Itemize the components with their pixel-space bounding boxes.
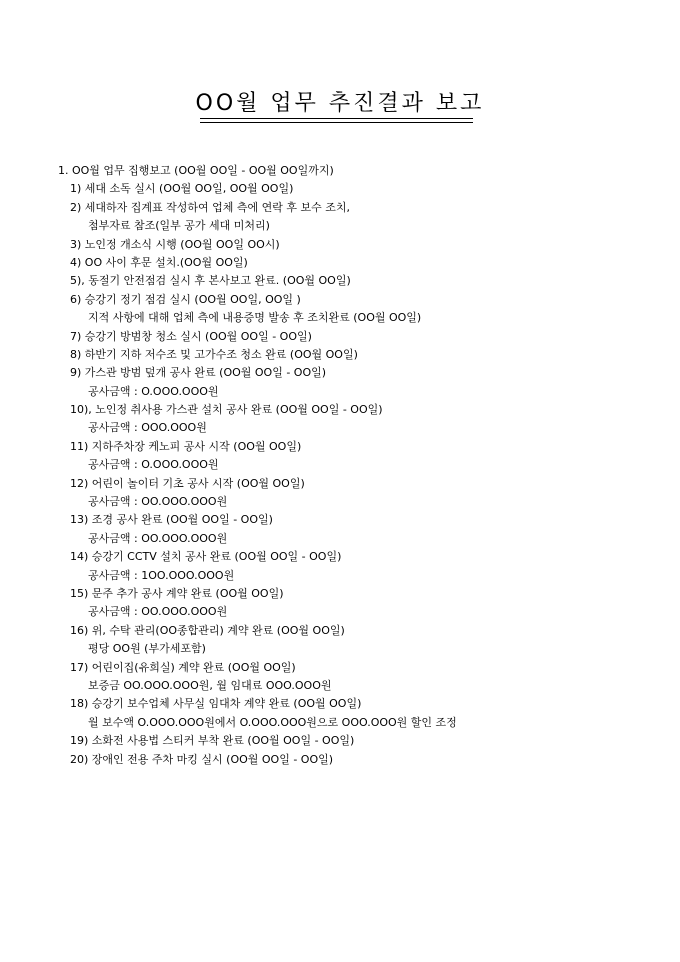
report-item: 7) 승강기 방범창 청소 실시 (OO월 OO일 - OO일) — [70, 329, 312, 343]
report-item: 9) 가스관 방범 덮개 공사 완료 (OO월 OO일 - OO일) — [70, 366, 327, 380]
report-item: 20) 장애인 전용 주차 마킹 실시 (OO월 OO일 - OO일) — [70, 752, 334, 766]
report-item: 14) 승강기 CCTV 설치 공사 완료 (OO월 OO일 - OO일) — [70, 550, 342, 564]
report-item-detail: 보증금 OO.OOO.OOO원, 월 임대료 OOO.OOO원 — [88, 678, 332, 692]
report-item: 15) 문주 추가 공사 계약 완료 (OO월 OO일) — [70, 586, 284, 600]
report-item-detail: 공사금액 : OO.OOO.OOO원 — [88, 531, 228, 545]
report-item: 6) 승강기 정기 점검 실시 (OO월 OO일, OO일 ) — [70, 292, 301, 306]
report-item: 2) 세대하자 집계표 작성하여 업체 측에 연락 후 보수 조치, — [70, 200, 351, 214]
report-item-detail: 공사금액 : O.OOO.OOO원 — [88, 384, 219, 398]
report-item: 17) 어린이집(유희실) 계약 완료 (OO월 OO일) — [70, 660, 296, 674]
report-item: 12) 어린이 놀이터 기초 공사 시작 (OO월 OO일) — [70, 476, 305, 490]
document-title: OO월 업무 추진결과 보고 — [195, 91, 485, 116]
report-body — [58, 162, 658, 769]
report-item: 4) OO 사이 후문 설치.(OO월 OO일) — [70, 255, 248, 269]
report-item-detail: 공사금액 : 1OO.OOO.OOO원 — [88, 568, 235, 582]
report-item: 3) 노인정 개소식 시행 (OO월 OO일 OO시) — [70, 237, 280, 251]
report-item: 18) 승강기 보수업체 사무실 임대차 계약 완료 (OO월 OO일) — [70, 697, 362, 711]
report-item: 5), 동절기 안전점검 실시 후 본사보고 완료. (OO월 OO일) — [70, 274, 351, 288]
report-item-detail: 지적 사항에 대해 업체 측에 내용증명 발송 후 조치완료 (OO월 OO일) — [88, 311, 422, 325]
report-item-detail: 공사금액 : O.OOO.OOO원 — [88, 458, 219, 472]
report-item: 16) 위, 수탁 관리(OO종합관리) 계약 완료 (OO월 OO일) — [70, 623, 345, 637]
report-item-detail: 공사금액 : OO.OOO.OOO원 — [88, 495, 228, 509]
report-item-detail: 월 보수액 O.OOO.OOO원에서 O.OOO.OOO원으로 OOO.OOO원 할인 조정 — [88, 715, 457, 729]
report-item-detail: 공사금액 : OO.OOO.OOO원 — [88, 605, 228, 619]
report-item-detail: 공사금액 : OOO.OOO원 — [88, 421, 207, 435]
report-item: 1) 세대 소독 실시 (OO월 OO일, OO월 OO일) — [70, 182, 294, 196]
report-item-detail: 평당 OO원 (부가세포함) — [88, 642, 206, 656]
report-item: 11) 지하주차장 케노피 공사 시작 (OO월 OO일) — [70, 439, 302, 453]
report-item: 8) 하반기 지하 저수조 및 고가수조 청소 완료 (OO월 OO일) — [70, 347, 358, 361]
report-item: 10), 노인정 취사용 가스관 설치 공사 완료 (OO월 OO일 - OO일) — [70, 403, 383, 417]
title-underline-top — [200, 118, 473, 119]
report-section-heading: 1. OO월 업무 집행보고 (OO월 OO일 - OO월 OO일까지) — [58, 164, 334, 177]
report-item: 13) 조경 공사 완료 (OO월 OO일 - OO일) — [70, 513, 273, 527]
report-item-detail: 첨부자료 참조(일부 공가 세대 미처리) — [88, 219, 270, 233]
report-item: 19) 소화전 사용법 스티커 부착 완료 (OO월 OO일 - OO일) — [70, 734, 355, 748]
title-underline-bottom — [200, 122, 473, 123]
